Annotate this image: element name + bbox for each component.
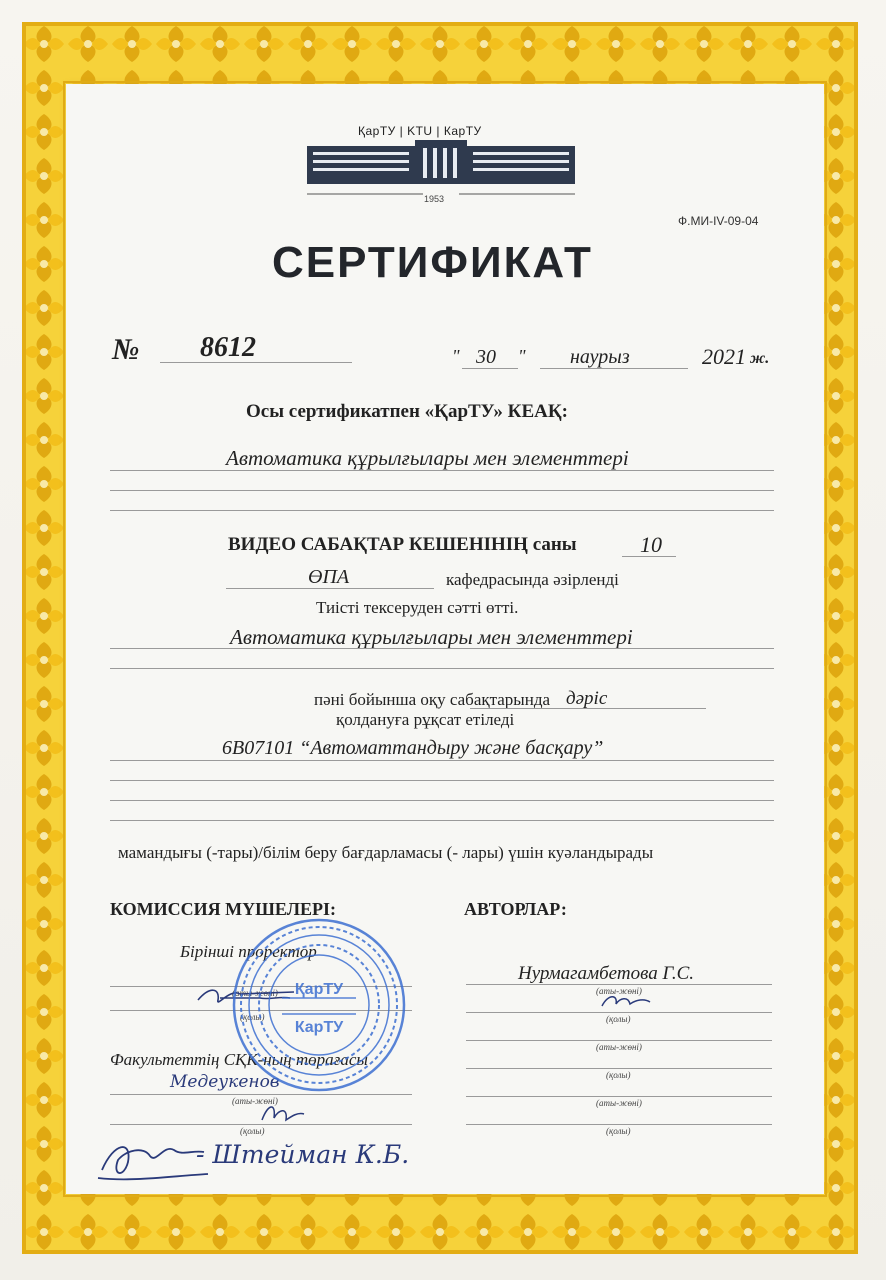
- author-name-rule-2: [466, 1040, 772, 1041]
- commission-sign-caption-1: (қолы): [240, 1012, 265, 1022]
- program-text: 6В07101 “Автоматтандыру және басқару”: [222, 737, 604, 759]
- university-building-logo: [305, 140, 577, 200]
- author-signature-1: [598, 990, 654, 1014]
- certificate-page: ҚарТУ | KTU | КарТУ 1953 Ф.МИ-IV-09-04 СЕРТИФИКАТ № 8612 " 30 " наурыз 2021 ж. Осы сертификатпен «ҚарТУ» КЕАҚ: Автоматика құрылғылары мен элементтері ВИДЕО САБАҚТАР КЕШЕНІНІҢ саны 10 ӨПА кафедрасында әзірленді Тиісті тексеруден сәтті өтті. Автоматика құрылғылары мен элементтері пәні бойынша оқу сабақтарында дәріс қолдануға рұқсат етіледі 6В07101 “Автоматтандыру және басқару” мамандығы (-тары)/білім беру бағдарламасы (- лары) үшін куәландырады КОМИССИЯ МҮШЕЛЕРІ: Бірінші проректор (аты-жөні) (қолы) Факультеттің СҚК-ның төрағасы Медеукенов (аты-жөні) (қолы) - Штейман К.Б. АВТОРЛАР: Нурмагамбетова Г.С. (аты-жөні) (қолы) (аты-жөні) (қолы) (аты-жөні) (қолы) ҚарТУ КарТУ: [0, 0, 886, 1280]
- signature-2: [258, 1098, 308, 1128]
- intro-text: Осы сертификатпен «ҚарТУ» КЕАҚ:: [246, 401, 568, 422]
- handwritten-bottom-name: - Штейман К.Б.: [196, 1140, 410, 1169]
- author-name-caption-1: (аты-жөні): [596, 986, 642, 996]
- commission-role-2: Факультеттің СҚК-ның төрағасы: [110, 1050, 368, 1069]
- author-name-rule-3: [466, 1096, 772, 1097]
- department-suffix: кафедрасында әзірленді: [446, 570, 619, 589]
- subject-line-1-rule: [110, 470, 774, 471]
- author-sign-caption-3: (қолы): [606, 1126, 631, 1136]
- blank-rule-3: [110, 668, 774, 669]
- author-sign-rule-2: [466, 1068, 772, 1069]
- certificate-title: СЕРТИФИКАТ: [272, 238, 593, 287]
- stamp-center-2: КарТУ: [294, 1019, 344, 1036]
- commission-name-caption-1: (аты-жөні): [232, 988, 278, 998]
- blank-rule-4: [110, 780, 774, 781]
- author-name-caption-3: (аты-жөні): [596, 1098, 642, 1108]
- author-sign-caption-2: (қолы): [606, 1070, 631, 1080]
- blank-rule-6: [110, 820, 774, 821]
- blank-rule-5: [110, 800, 774, 801]
- commission-name-rule-2: [110, 1094, 412, 1095]
- date-month: наурыз: [570, 346, 630, 368]
- stamp-center-1: ҚарТУ: [294, 981, 344, 998]
- subject-line-1: Автоматика құрылғылары мен элементтері: [226, 446, 629, 470]
- author-sign-rule-3: [466, 1124, 772, 1125]
- author-1-name: Нурмагамбетова Г.С.: [518, 963, 695, 984]
- form-code: Ф.МИ-IV-09-04: [678, 214, 759, 228]
- complex-label: ВИДЕО САБАҚТАР КЕШЕНІНІҢ саны: [228, 534, 577, 555]
- date-day: 30: [476, 346, 496, 368]
- program-rule: [110, 760, 774, 761]
- subject-line-2-rule: [110, 648, 774, 649]
- number-underline: [160, 362, 352, 363]
- date-year: 2021: [702, 344, 746, 369]
- blank-rule-1: [110, 490, 774, 491]
- usage-value: дәріс: [566, 688, 608, 709]
- department-name: ӨПА: [308, 566, 350, 588]
- handwritten-name: Медеукенов: [170, 1072, 280, 1092]
- blank-rule-2: [110, 510, 774, 511]
- commission-heading: КОМИССИЯ МҮШЕЛЕРІ:: [110, 899, 337, 919]
- authors-heading: АВТОРЛАР:: [464, 899, 567, 919]
- subject-line-2: Автоматика құрылғылары мен элементтері: [230, 625, 633, 649]
- complex-count: 10: [640, 532, 662, 557]
- author-sign-caption-1: (қолы): [606, 1014, 631, 1024]
- author-sign-rule-1: [466, 1012, 772, 1013]
- logo-text: ҚарТУ | KTU | КарТУ: [358, 124, 482, 138]
- commission-role-1: Бірінші проректор: [180, 942, 317, 961]
- year-suffix: ж.: [750, 350, 770, 367]
- signature-3: [92, 1130, 212, 1186]
- logo-year: 1953: [424, 194, 445, 204]
- certifies-text: мамандығы (-тары)/білім беру бағдарламасы (- лары) үшін куәландырады: [118, 843, 654, 862]
- official-stamp: [230, 916, 408, 1094]
- number-sign: №: [112, 333, 140, 366]
- commission-sign-caption-2: (қолы): [240, 1126, 265, 1136]
- commission-name-caption-2: (аты-жөні): [232, 1096, 278, 1106]
- author-name-rule-1: [466, 984, 772, 985]
- usage-line2: қолдануға рұқсат етіледі: [336, 710, 515, 729]
- review-text: Тиісті тексеруден сәтті өтті.: [316, 598, 519, 617]
- certificate-number: 8612: [200, 332, 256, 363]
- author-name-caption-2: (аты-жөні): [596, 1042, 642, 1052]
- usage-prefix: пәні бойынша оқу сабақтарында: [314, 690, 551, 709]
